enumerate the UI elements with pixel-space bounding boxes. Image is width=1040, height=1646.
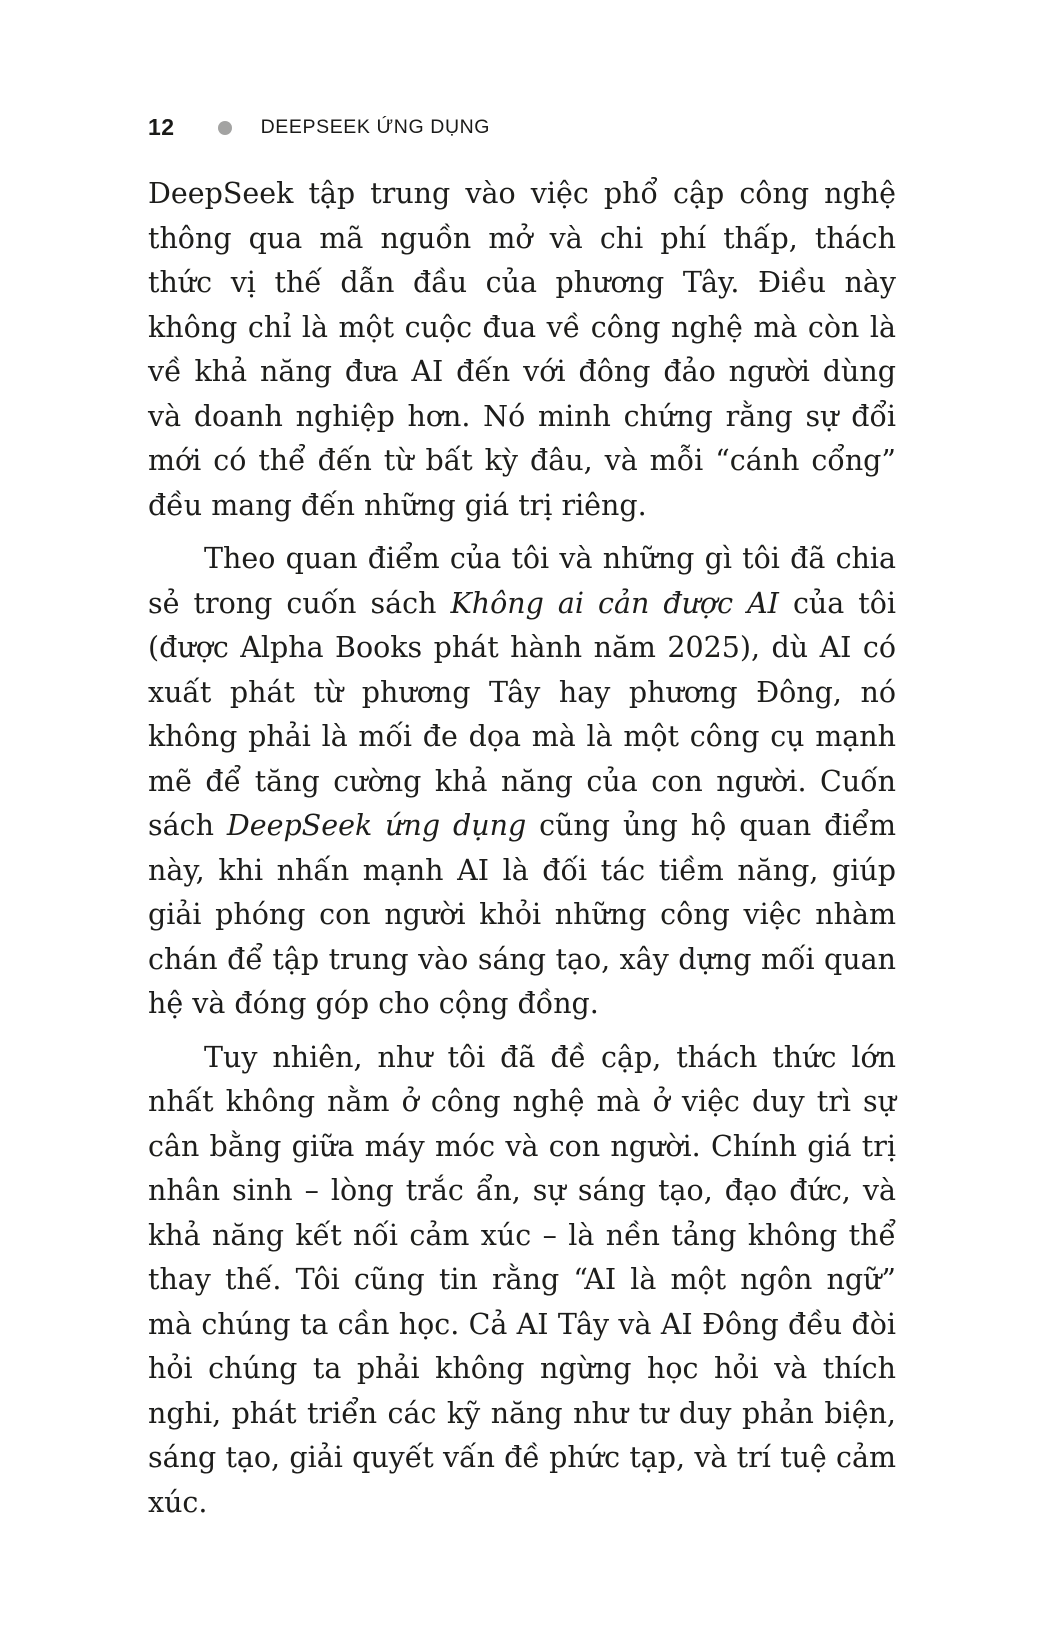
paragraph: [148, 1036, 896, 1526]
page-number: 12: [148, 114, 175, 140]
text-segment: Tuy nhiên, như tôi đã đề cập, thách thức lớn nhất không nằm ở công nghệ mà ở việc duy trì sự cân bằng giữa máy móc và con người. Chính giá trị nhân sinh – lòng trắc ẩn, sự sáng tạo, đạo đức, và khả năng kết nối cảm xúc – là nền tảng không thể thay thế. Tôi cũng tin rằng “AI là một ngôn ngữ” mà chúng ta cần học. Cả AI Tây và AI Đông đều đòi hỏi chúng ta phải không ngừng học hỏi và thích nghi, phát triển các kỹ năng như tư duy phản biện, sáng tạo, giải quyết vấn đề phức tạp, và trí tuệ cảm xúc.: [148, 1040, 896, 1519]
text-segment: Theo quan điểm của tôi và những gì tôi đã chia sẻ trong cuốn sách: [148, 542, 896, 620]
bullet-separator-icon: [218, 121, 232, 135]
italic-text-segment: DeepSeek ứng dụng: [226, 809, 527, 842]
paragraph: [148, 172, 896, 528]
text-segment: DeepSeek tập trung vào việc phổ cập công nghệ thông qua mã nguồn mở và chi phí thấp, thách thức vị thế dẫn đầu của phương Tây. Điều này không chỉ là một cuộc đua về công nghệ mà còn là về khả năng đưa AI đến với đông đảo người dùng và doanh nghiệp hơn. Nó minh chứng rằng sự đổi mới có thể đến từ bất kỳ đâu, và mỗi “cánh cổng” đều mang đến những giá trị riêng.: [148, 177, 896, 522]
body-text: [148, 172, 896, 1525]
text-segment: cũng ủng hộ quan điểm này, khi nhấn mạnh AI là đối tác tiềm năng, giúp giải phóng con người khỏi những công việc nhàm chán để tập trung vào sáng tạo, xây dựng mối quan hệ và đóng góp cho cộng đồng.: [148, 809, 897, 1020]
page-header: [148, 114, 490, 141]
running-head-title: DEEPSEEK ỨNG DỤNG: [260, 116, 491, 138]
italic-text-segment: Không ai cản được AI: [450, 586, 779, 620]
paragraph: [148, 537, 896, 1027]
text-segment: của tôi (được Alpha Books phát hành năm 2025), dù AI có xuất phát từ phương Tây hay phương Đông, nó không phải là mối đe dọa mà là một công cụ mạnh mẽ để tăng cường khả năng của con người. Cuốn sách: [148, 586, 896, 842]
